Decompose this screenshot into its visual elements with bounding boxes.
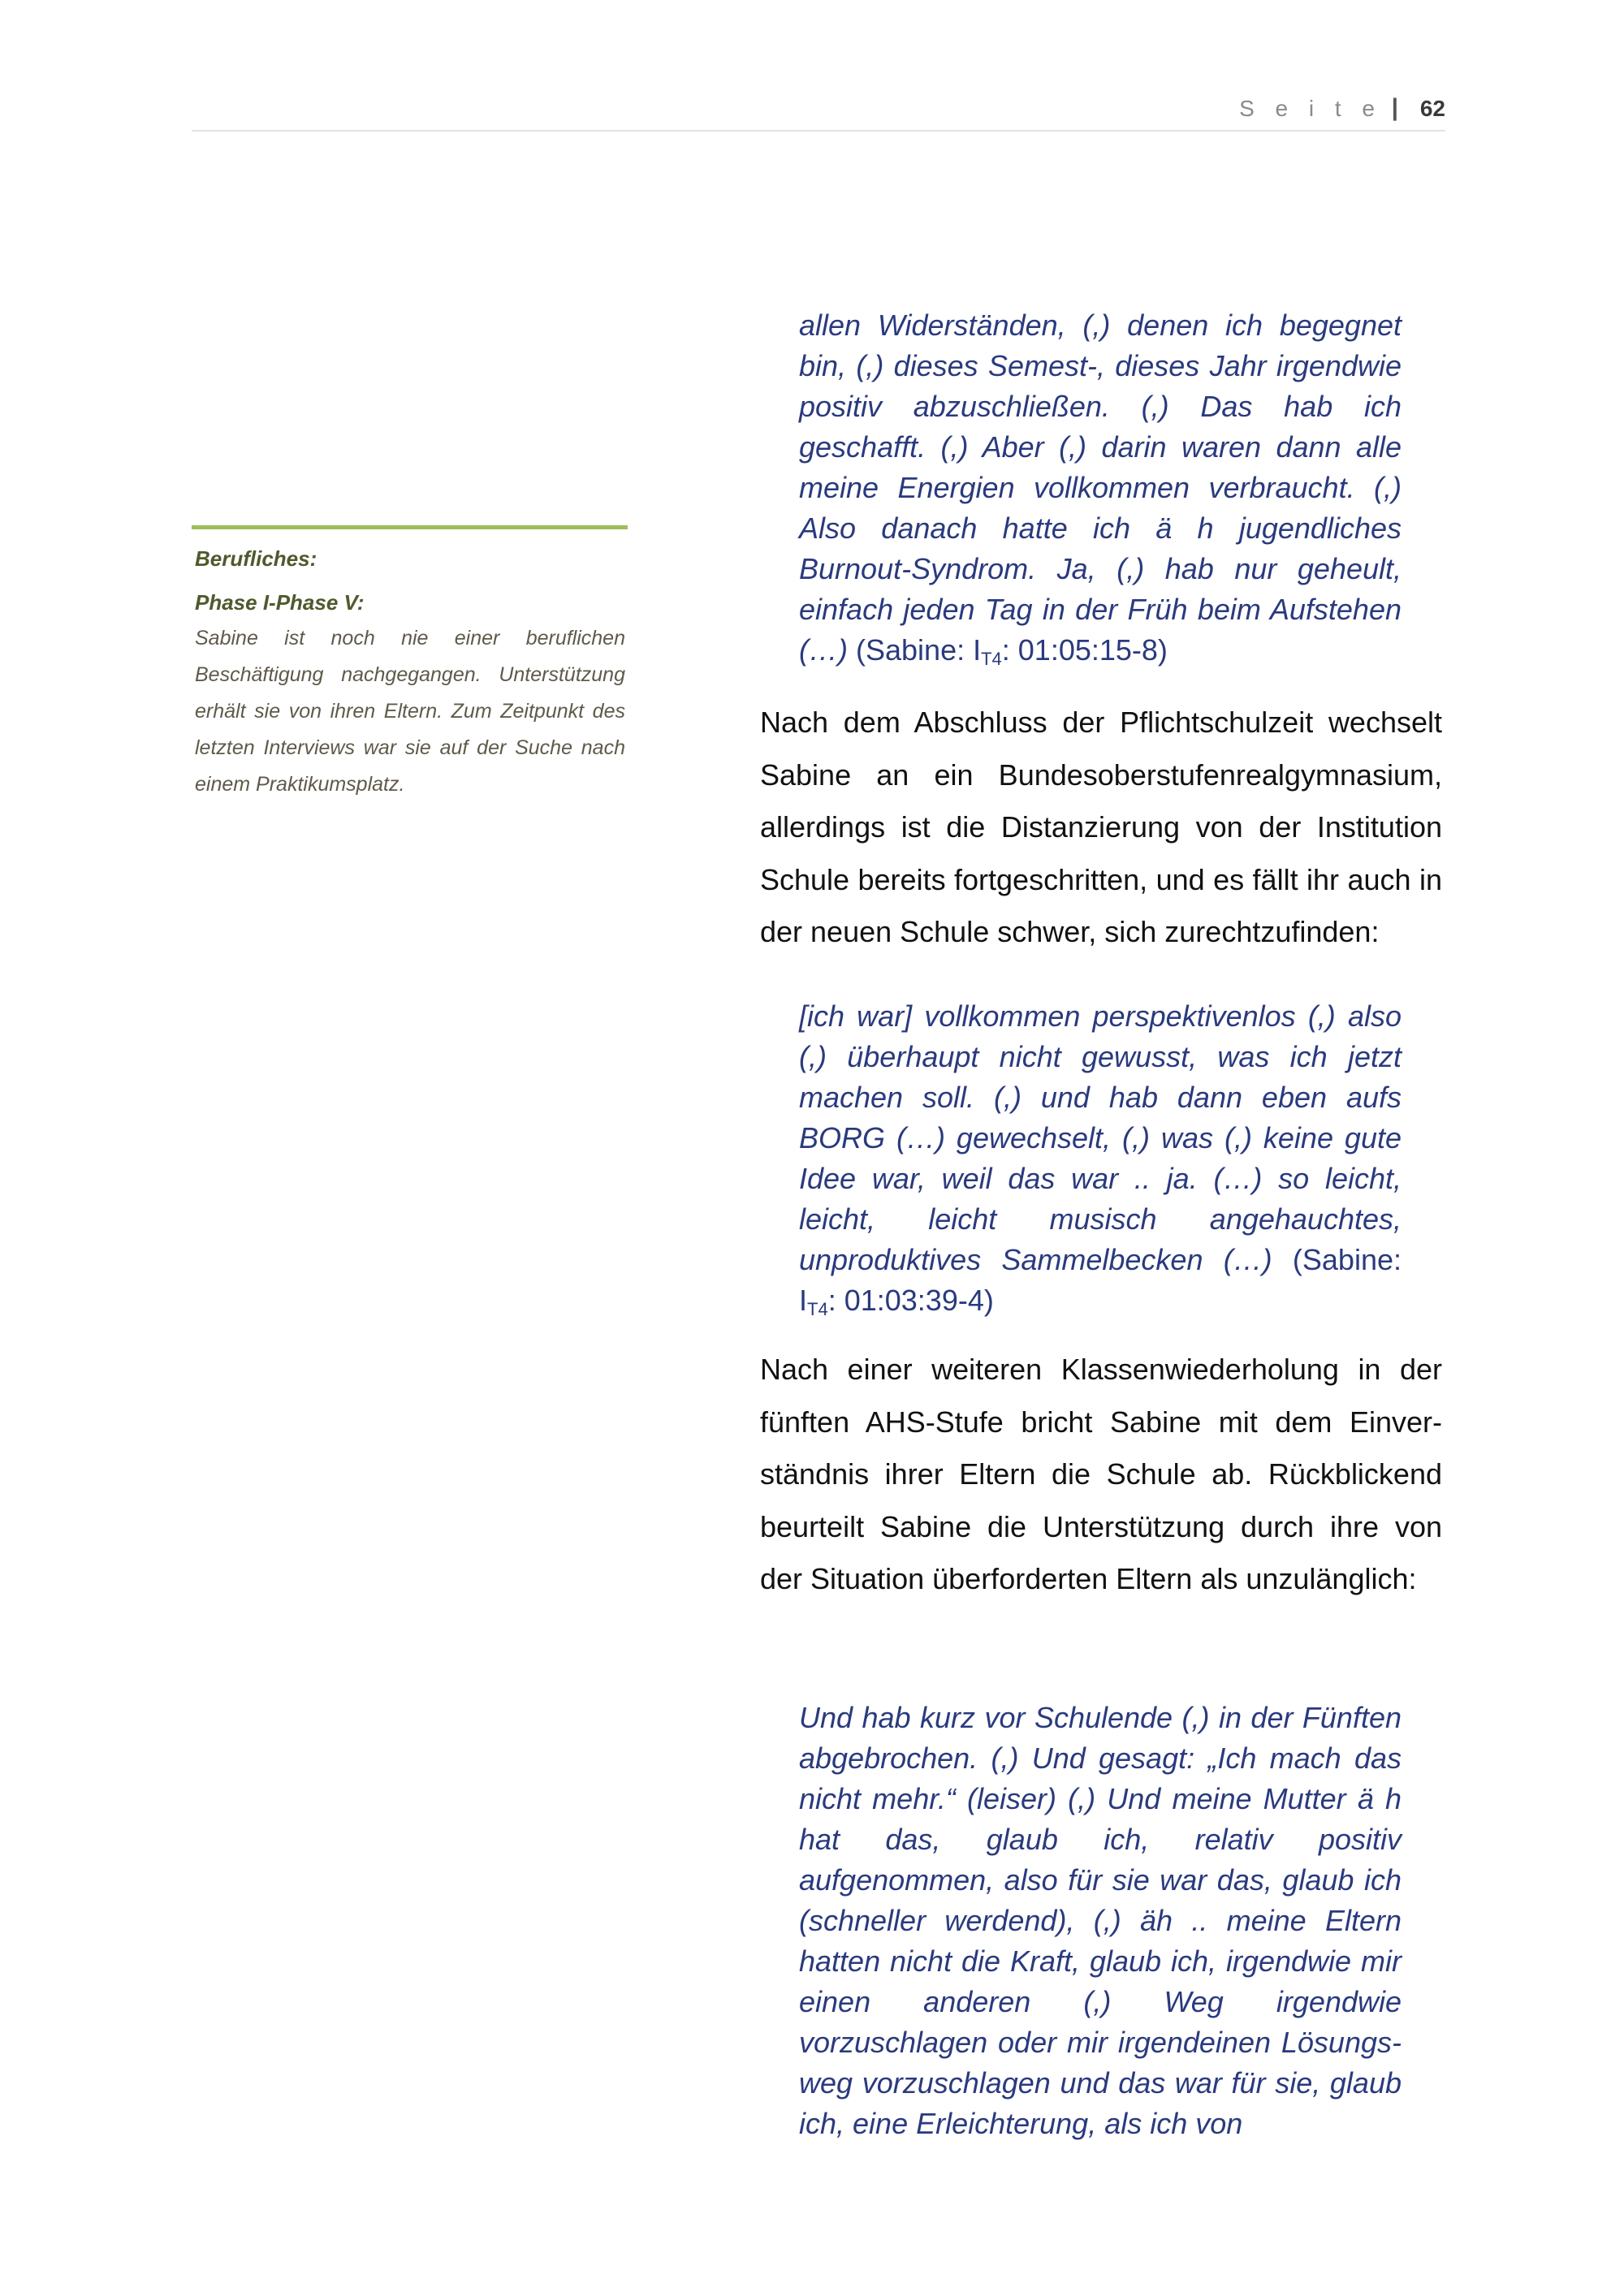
margin-note-body: Sabine ist noch nie einer beruflichen Beschäftigung nachgegangen. Unterstützung erhält sie von ihren Eltern. Zum Zeitpunkt des letzten Interviews war sie auf der Suche nach einem Praktikumsplatz. [195, 627, 625, 796]
interview-quote-2 [799, 996, 1402, 1330]
margin-note-subheading: Phase I-Phase V: [195, 590, 365, 615]
interview-quote-1 [799, 305, 1402, 680]
quote-text: allen Widerständen, (,) denen ich begegnet bin, (,) dieses Semest-, dieses Jahr irgendwie positiv abzuschließen. (,) Das hab ich geschafft. (,) Aber (,) darin waren dann alle meine Energien vollkommen verbraucht. (,) Also danach hatte ich ä h jugendliches Burnout-Syndrom. Ja, (,) hab nur geheult, einfach jeden Tag in der Früh beim Aufstehen (…) [799, 309, 1402, 667]
quote-text: [ich war] vollkommen perspektivenlos (,) also (,) überhaupt nicht gewusst, was ich jetzt machen soll. (,) und hab dann eben aufs BORG (…) gewechselt, (,) was (,) keine gute Idee war, weil das war .. ja. (…) so leicht, leicht, leicht musisch angehauchtes, unproduktives Sammelbecken (…) [799, 999, 1402, 1276]
margin-note [192, 525, 628, 803]
body-paragraph-1: Nach dem Abschluss der Pflichtschulzeit wechselt Sabine an ein Bundesoberstufenrealgymnasium, allerdings ist die Distanzierung von der Institution Schule bereits fortgeschritten, und es fällt ihr auch in der neuen Schule schwer, sich zurechtzufinden: [760, 706, 1442, 948]
quote-source: (Sabine: $I_{T4}$: 01:03:39-4) [799, 1243, 1402, 1319]
margin-note-rule [192, 525, 628, 529]
interview-quote-3 [799, 1698, 1402, 2144]
page-number: 62 [1419, 96, 1445, 121]
page-label: S e i t e [1239, 96, 1382, 121]
quote-source: (Sabine: $I_{T4}$: 01:05:15-8) [856, 633, 1168, 669]
quote-text: Und hab kurz vor Schulende (,) in der Fünften abgebrochen. (,) Und gesagt: „Ich mach das nicht mehr.“ (leiser) (,) Und meine Mutter ä h hat das, glaub ich, relativ positiv aufgenommen, also für sie war das, glaub ich (schneller werdend), (,) äh .. meine Eltern hatten nicht die Kraft, glaub ich, irgendwie mir einen anderen (,) Weg irgendwie vorzuschlagen oder mir irgendeinen Lösungsweg vorzuschlagen und das war für sie, glaub ich, eine Erleichterung, als ich von [799, 1701, 1402, 2140]
margin-note-heading: Berufliches: [195, 546, 317, 571]
page-header [192, 96, 1445, 132]
page-separator: | [1391, 94, 1398, 121]
body-paragraph-2: Nach einer weiteren Klassenwiederholung in der fünften AHS-Stufe bricht Sabine mit dem Einverständnis ihrer Eltern die Schule ab. Rückblickend beurteilt Sabine die Unterstützung durch ihre von der Situation überforderten Eltern als unzulänglich: [760, 1353, 1442, 1595]
